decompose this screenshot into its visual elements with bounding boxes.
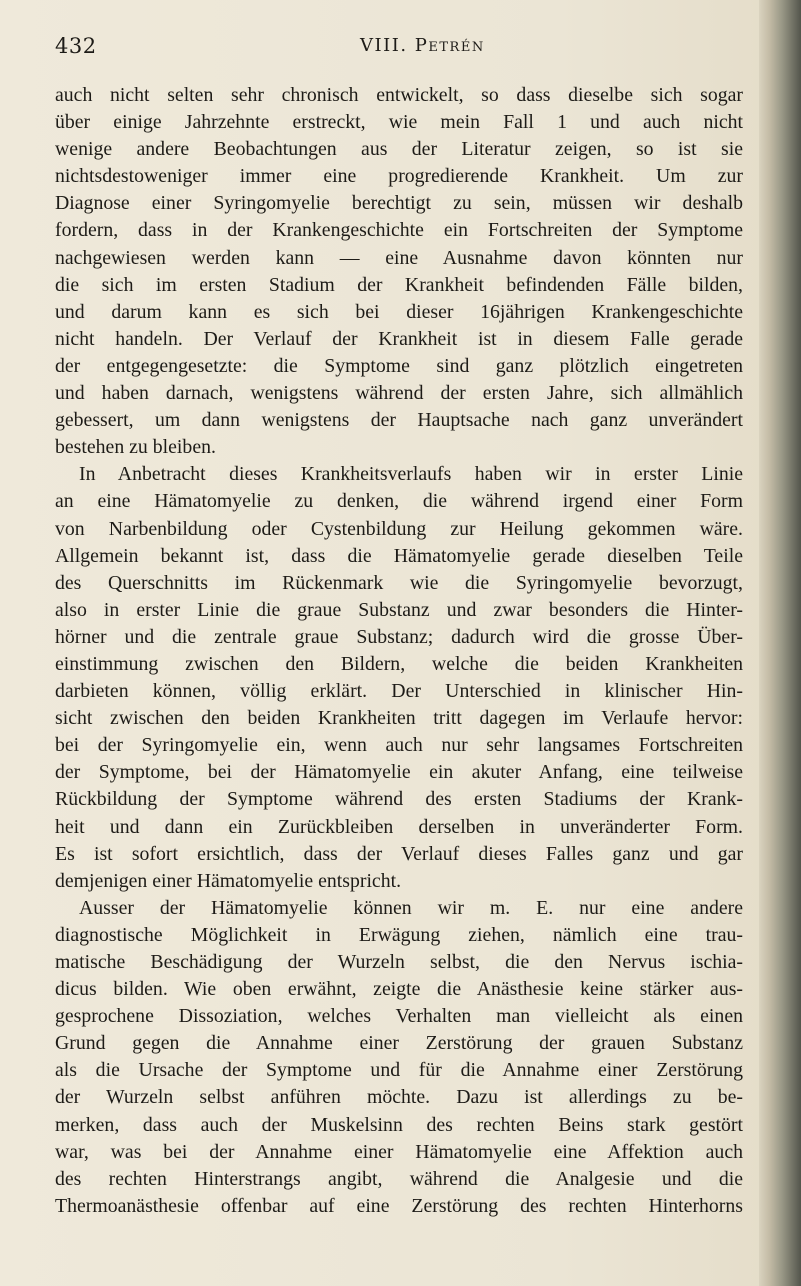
text-line: merken, dass auch der Muskelsinn des rechten Beins stark gestört xyxy=(55,1113,743,1136)
text-line: darbieten können, völlig erklärt. Der Unterschied in klinischer Hin- xyxy=(55,680,743,703)
text-line: über einige Jahrzehnte erstreckt, wie mein Fall 1 und auch nicht xyxy=(55,111,743,134)
book-binding-edge xyxy=(759,0,801,1286)
text-line: bei der Syringomyelie ein, wenn auch nur sehr langsames Fortschreiten xyxy=(55,734,743,757)
text-line: bestehen zu bleiben. xyxy=(55,436,216,459)
text-line: an eine Hämatomyelie zu denken, die während irgend einer Form xyxy=(55,490,743,513)
text-line: Ausser der Hämatomyelie können wir m. E. nur eine andere xyxy=(79,896,743,919)
text-line: fordern, dass in der Krankengeschichte ein Fortschreiten der Symptome xyxy=(55,219,743,242)
text-line: des Querschnitts im Rückenmark wie die Syringomyelie bevorzugt, xyxy=(55,571,743,594)
text-line: diagnostische Möglichkeit in Erwägung ziehen, nämlich eine trau- xyxy=(55,923,743,946)
running-head: VIII. Petrén xyxy=(360,35,485,56)
text-line: als die Ursache der Symptome und für die Annahme einer Zerstörung xyxy=(55,1059,743,1082)
text-line: gesprochene Dissoziation, welches Verhalten man vielleicht als einen xyxy=(55,1005,743,1028)
page-header xyxy=(55,34,735,64)
text-line: Rückbildung der Symptome während des ersten Stadiums der Krank- xyxy=(55,788,743,811)
text-line: hörner und die zentrale graue Substanz; dadurch wird die grosse Über- xyxy=(55,625,743,648)
text-line: und haben darnach, wenigstens während der ersten Jahre, sich allmählich xyxy=(55,382,743,405)
text-line: heit und dann ein Zurückbleiben derselben in unveränderter Form. xyxy=(55,815,743,838)
text-line: Es ist sofort ersichtlich, dass der Verlauf dieses Falles ganz und gar xyxy=(55,842,743,865)
text-line: der Symptome, bei der Hämatomyelie ein akuter Anfang, eine teilweise xyxy=(55,761,743,784)
text-line: nachgewiesen werden kann — eine Ausnahme davon könnten nur xyxy=(55,246,743,269)
body-text xyxy=(55,82,743,1220)
text-line: des rechten Hinterstrangs angibt, während die Analgesie und die xyxy=(55,1167,743,1190)
text-line: matische Beschädigung der Wurzeln selbst, die den Nervus ischia- xyxy=(55,951,743,973)
text-line: war, was bei der Annahme einer Hämatomyelie eine Affektion auch xyxy=(55,1140,743,1163)
text-line: von Narbenbildung oder Cystenbildung zur Heilung gekommen wäre. xyxy=(55,517,743,540)
text-line: sicht zwischen den beiden Krankheiten tritt dagegen im Verlaufe hervor: xyxy=(55,707,743,730)
text-line: nichtsdestoweniger immer eine progredierende Krankheit. Um zur xyxy=(55,165,743,188)
text-line: Allgemein bekannt ist, dass die Hämatomyelie gerade dieselben Teile xyxy=(55,544,743,567)
text-line: dicus bilden. Wie oben erwähnt, zeigte die Anästhesie keine stärker aus- xyxy=(55,978,743,1001)
text-line: In Anbetracht dieses Krankheitsverlaufs haben wir in erster Linie xyxy=(79,463,743,486)
text-line: Grund gegen die Annahme einer Zerstörung der grauen Substanz xyxy=(55,1032,743,1055)
text-line: der Wurzeln selbst anführen möchte. Dazu ist allerdings zu be- xyxy=(55,1086,743,1109)
text-line: auch nicht selten sehr chronisch entwickelt, so dass dieselbe sich sogar xyxy=(55,84,743,106)
text-line: wenige andere Beobachtungen aus der Literatur zeigen, so ist sie xyxy=(55,138,743,161)
page-number: 432 xyxy=(55,34,97,58)
text-line: Diagnose einer Syringomyelie berechtigt zu sein, müssen wir deshalb xyxy=(55,192,743,215)
text-line: demjenigen einer Hämatomyelie entspricht. xyxy=(55,869,402,892)
text-line: die sich im ersten Stadium der Krankheit befindenden Fälle bilden, xyxy=(55,273,743,296)
text-line: und darum kann es sich bei dieser 16jährigen Krankengeschichte xyxy=(55,300,743,323)
text-line: nicht handeln. Der Verlauf der Krankheit ist in diesem Falle gerade xyxy=(55,327,743,350)
text-line: der entgegengesetzte: die Symptome sind ganz plötzlich eingetreten xyxy=(55,354,743,377)
text-line: Thermoanästhesie offenbar auf eine Zerstörung des rechten Hinterhorns xyxy=(55,1194,743,1217)
text-line: gebessert, um dann wenigstens der Hauptsache nach ganz unverändert xyxy=(55,409,743,432)
text-line: also in erster Linie die graue Substanz und zwar besonders die Hinter- xyxy=(55,598,743,621)
text-line: einstimmung zwischen den Bildern, welche die beiden Krankheiten xyxy=(55,652,743,675)
